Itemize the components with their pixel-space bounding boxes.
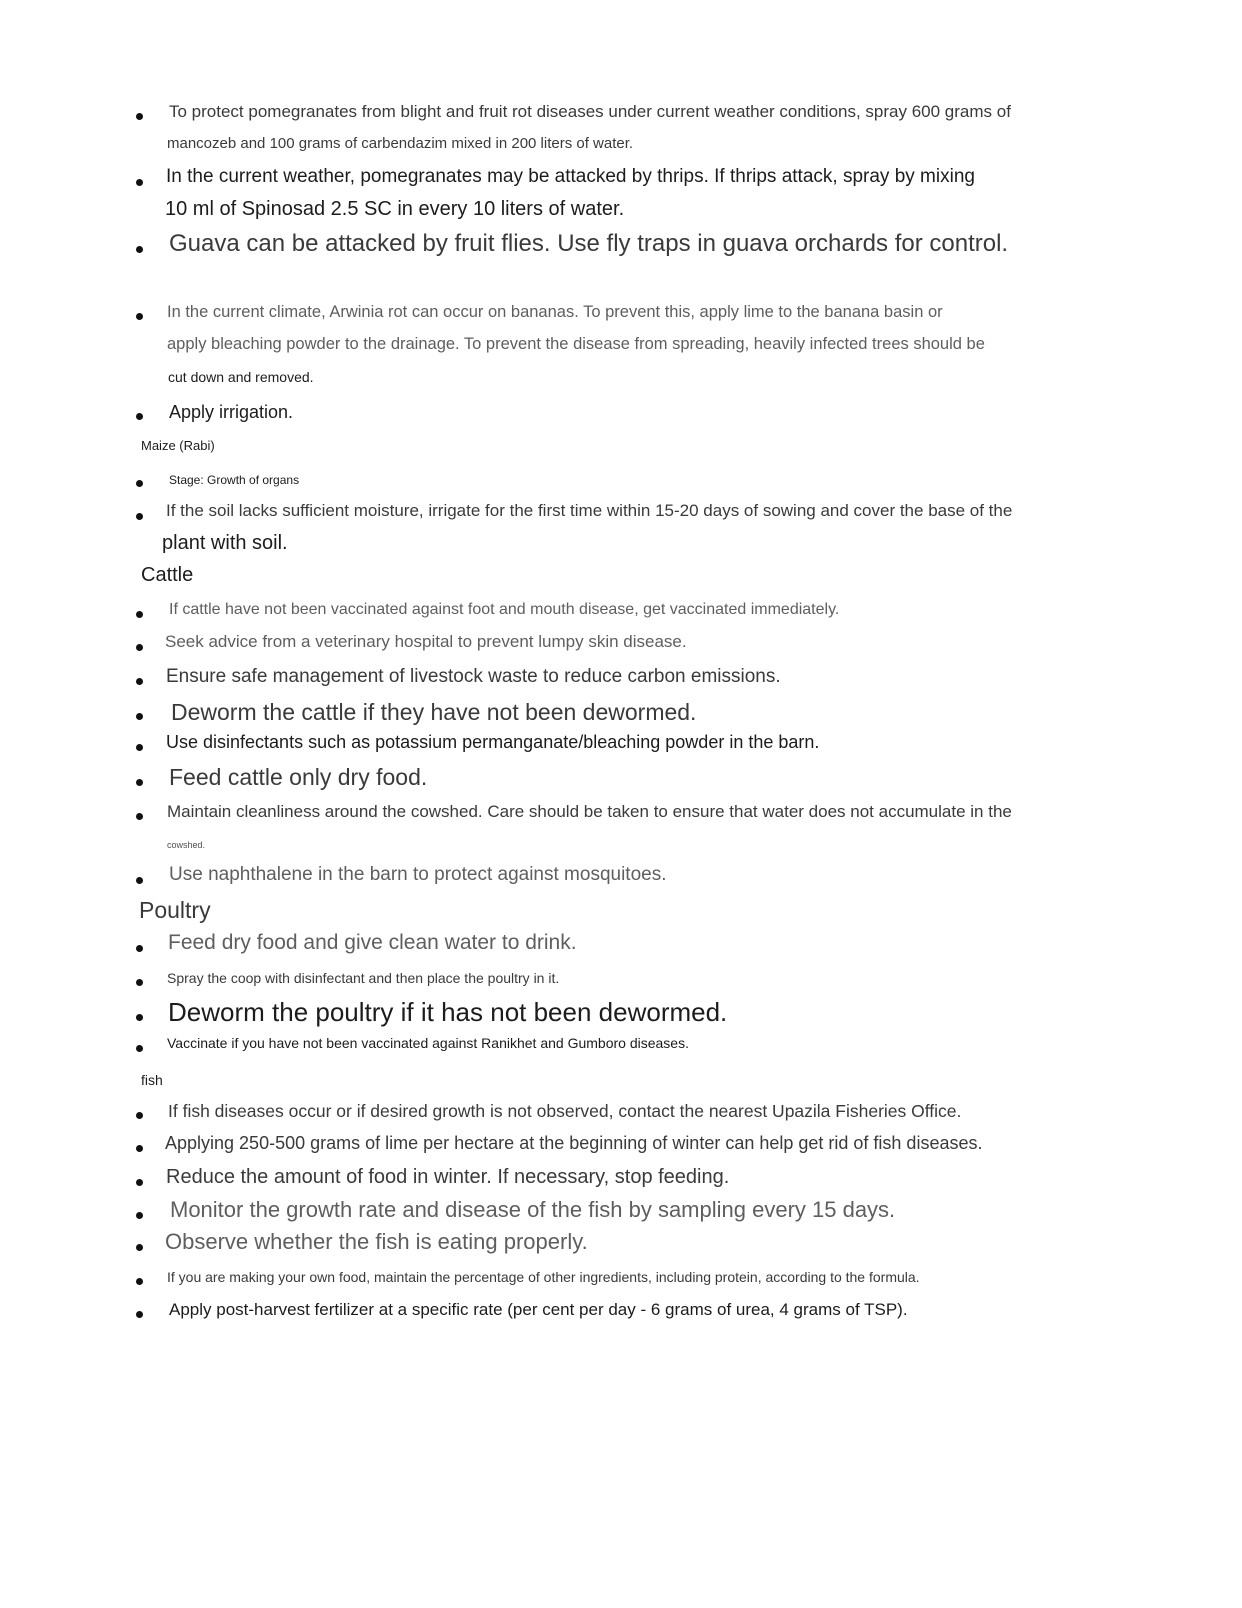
bullet-icon [136, 945, 143, 952]
bullet-icon [136, 1112, 143, 1119]
cattle-item: Feed cattle only dry food. [169, 764, 428, 790]
bullet-icon [136, 313, 143, 320]
bullet-icon [136, 813, 143, 820]
maize-heading: Maize (Rabi) [141, 438, 215, 453]
fish-item: Applying 250-500 grams of lime per hectare at the beginning of winter can help get rid of fish diseases. [165, 1133, 983, 1153]
bullet-icon [136, 1045, 143, 1052]
cattle-cleanliness-line-2: cowshed. [167, 840, 206, 850]
cattle-heading: Cattle [141, 564, 194, 586]
fish-item: Apply post-harvest fertilizer at a specific rate (per cent per day - 6 grams of urea, 4 grams of TSP). [169, 1300, 908, 1319]
fish-item: Monitor the growth rate and disease of the fish by sampling every 15 days. [170, 1197, 896, 1222]
bullet-icon [136, 113, 143, 120]
cattle-mosquito-advice: Use naphthalene in the barn to protect against mosquitoes. [169, 864, 667, 885]
bullet-icon [136, 1179, 143, 1186]
irrigation-advice: Apply irrigation. [169, 402, 294, 422]
poultry-item: Feed dry food and give clean water to drink. [168, 931, 577, 954]
bullet-icon [136, 179, 143, 186]
bullet-icon [136, 1014, 143, 1021]
banana-advice-line-1: In the current climate, Arwinia rot can occur on bananas. To prevent this, apply lime to the banana basin or [167, 303, 943, 321]
cattle-cleanliness-line-1: Maintain cleanliness around the cowshed. Care should be taken to ensure that water does not accumulate in the [167, 802, 1012, 821]
cattle-item: Deworm the cattle if they have not been dewormed. [171, 699, 697, 725]
bullet-icon [136, 1212, 143, 1219]
bullet-icon [136, 1145, 143, 1152]
bullet-icon [136, 1278, 143, 1285]
maize-stage: Stage: Growth of organs [169, 473, 300, 487]
fish-item: Observe whether the fish is eating properly. [165, 1229, 588, 1254]
bullet-icon [136, 413, 143, 420]
bullet-icon [136, 877, 143, 884]
poultry-item: Deworm the poultry if it has not been dewormed. [168, 997, 728, 1027]
banana-advice-line-2: apply bleaching powder to the drainage. To prevent the disease from spreading, heavily infected trees should be [167, 335, 985, 353]
bullet-icon [136, 713, 143, 720]
bullet-icon [136, 1311, 143, 1318]
bullet-icon [136, 644, 143, 651]
bullet-icon [136, 611, 143, 618]
thrips-advice-line-2: 10 ml of Spinosad 2.5 SC in every 10 liters of water. [165, 198, 625, 220]
bullet-icon [136, 779, 143, 786]
fish-heading: fish [141, 1072, 163, 1088]
cattle-item: Use disinfectants such as potassium permanganate/bleaching powder in the barn. [166, 732, 820, 752]
bullet-icon [136, 246, 143, 253]
bullet-icon [136, 979, 143, 986]
bullet-icon [136, 678, 143, 685]
pomegranate-advice-line-2: mancozeb and 100 grams of carbendazim mixed in 200 liters of water. [167, 135, 634, 152]
poultry-heading: Poultry [139, 897, 211, 923]
bullet-icon [136, 1244, 143, 1251]
guava-advice: Guava can be attacked by fruit flies. Use fly traps in guava orchards for control. [169, 230, 1009, 257]
cattle-item: If cattle have not been vaccinated against foot and mouth disease, get vaccinated immediately. [169, 601, 840, 618]
bullet-icon [136, 744, 143, 751]
banana-advice-line-3: cut down and removed. [168, 369, 314, 385]
pomegranate-advice-line-1: To protect pomegranates from blight and fruit rot diseases under current weather conditions, spray 600 grams of [169, 102, 1011, 121]
fish-item: If you are making your own food, maintain the percentage of other ingredients, including protein, according to the formula. [167, 1269, 920, 1285]
maize-soil-line-2: plant with soil. [162, 532, 288, 554]
bullet-icon [136, 480, 143, 487]
poultry-item: Vaccinate if you have not been vaccinated against Ranikhet and Gumboro diseases. [167, 1035, 689, 1051]
fish-item: Reduce the amount of food in winter. If necessary, stop feeding. [166, 1166, 730, 1188]
cattle-item: Ensure safe management of livestock waste to reduce carbon emissions. [166, 666, 781, 687]
maize-soil-line-1: If the soil lacks sufficient moisture, irrigate for the first time within 15-20 days of sowing and cover the base of the [166, 501, 1013, 520]
bullet-icon [136, 513, 143, 520]
fish-item: If fish diseases occur or if desired growth is not observed, contact the nearest Upazila Fisheries Office. [168, 1101, 962, 1121]
thrips-advice-line-1: In the current weather, pomegranates may be attacked by thrips. If thrips attack, spray by mixing [166, 166, 975, 187]
cattle-item: Seek advice from a veterinary hospital to prevent lumpy skin disease. [165, 632, 687, 651]
poultry-item: Spray the coop with disinfectant and then place the poultry in it. [167, 970, 560, 986]
